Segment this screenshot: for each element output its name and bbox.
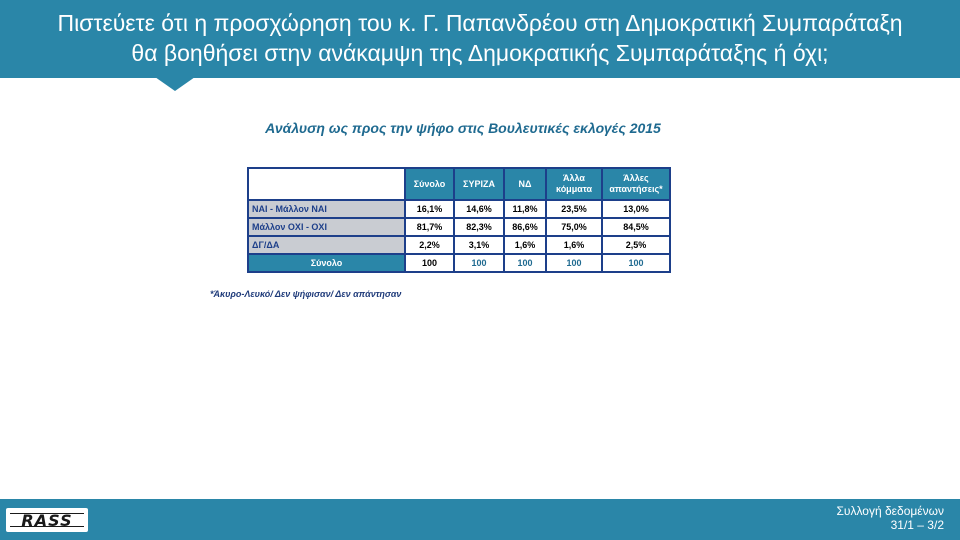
- page-title: [0, 8, 960, 68]
- table-total-row: [248, 254, 670, 272]
- table-cell: 14,6%: [454, 200, 504, 218]
- table-cell: 82,3%: [454, 218, 504, 236]
- title-line-1: Πιστεύετε ότι η προσχώρηση του κ. Γ. Παπανδρέου στη Δημοκρατική Συμπαράταξη: [57, 10, 903, 36]
- table-row: [248, 218, 670, 236]
- table-header-row: [248, 168, 670, 200]
- row-label: ΝΑΙ - Μάλλον ΝΑΙ: [248, 200, 405, 218]
- row-label: ΔΓ/ΔΑ: [248, 236, 405, 254]
- table-cell: 100: [602, 254, 670, 272]
- header-corner-cell: [248, 168, 405, 200]
- footnote: *Άκυρο-Λευκό/ Δεν ψήφισαν/ Δεν απάντησαν: [210, 289, 402, 299]
- table-row: [248, 200, 670, 218]
- column-header: Άλλες απαντήσεις*: [602, 168, 670, 200]
- table-cell: 100: [454, 254, 504, 272]
- table-cell: 100: [546, 254, 602, 272]
- table-cell: 75,0%: [546, 218, 602, 236]
- table-cell: 3,1%: [454, 236, 504, 254]
- table-cell: 13,0%: [602, 200, 670, 218]
- table-cell: 11,8%: [504, 200, 546, 218]
- table-cell: 16,1%: [405, 200, 454, 218]
- table-cell: 1,6%: [546, 236, 602, 254]
- row-label: Σύνολο: [248, 254, 405, 272]
- rass-logo: [6, 508, 88, 532]
- table-cell: 2,2%: [405, 236, 454, 254]
- table-cell: 23,5%: [546, 200, 602, 218]
- data-collection-dates: 31/1 – 3/2: [890, 518, 944, 532]
- results-table: [247, 167, 671, 273]
- row-label: Μάλλον ΟΧΙ - ΟΧΙ: [248, 218, 405, 236]
- data-collection-label: Συλλογή δεδομένων: [836, 504, 944, 518]
- data-collection-info: [744, 504, 944, 532]
- table-cell: 1,6%: [504, 236, 546, 254]
- table-row: [248, 236, 670, 254]
- title-line-2: θα βοηθήσει στην ανάκαμψη της Δημοκρατικής Συμπαράταξης ή όχι;: [131, 40, 829, 66]
- table-cell: 81,7%: [405, 218, 454, 236]
- header-notch: [155, 77, 195, 91]
- column-header: Άλλα κόμματα: [546, 168, 602, 200]
- table-title: Ανάλυση ως προς την ψήφο στις Βουλευτικές εκλογές 2015: [265, 120, 661, 136]
- table-cell: 84,5%: [602, 218, 670, 236]
- table-cell: 2,5%: [602, 236, 670, 254]
- table-cell: 100: [405, 254, 454, 272]
- column-header: ΣΥΡΙΖΑ: [454, 168, 504, 200]
- column-header: Σύνολο: [405, 168, 454, 200]
- table-cell: 86,6%: [504, 218, 546, 236]
- column-header: ΝΔ: [504, 168, 546, 200]
- logo-text: RASS: [21, 511, 73, 530]
- table-cell: 100: [504, 254, 546, 272]
